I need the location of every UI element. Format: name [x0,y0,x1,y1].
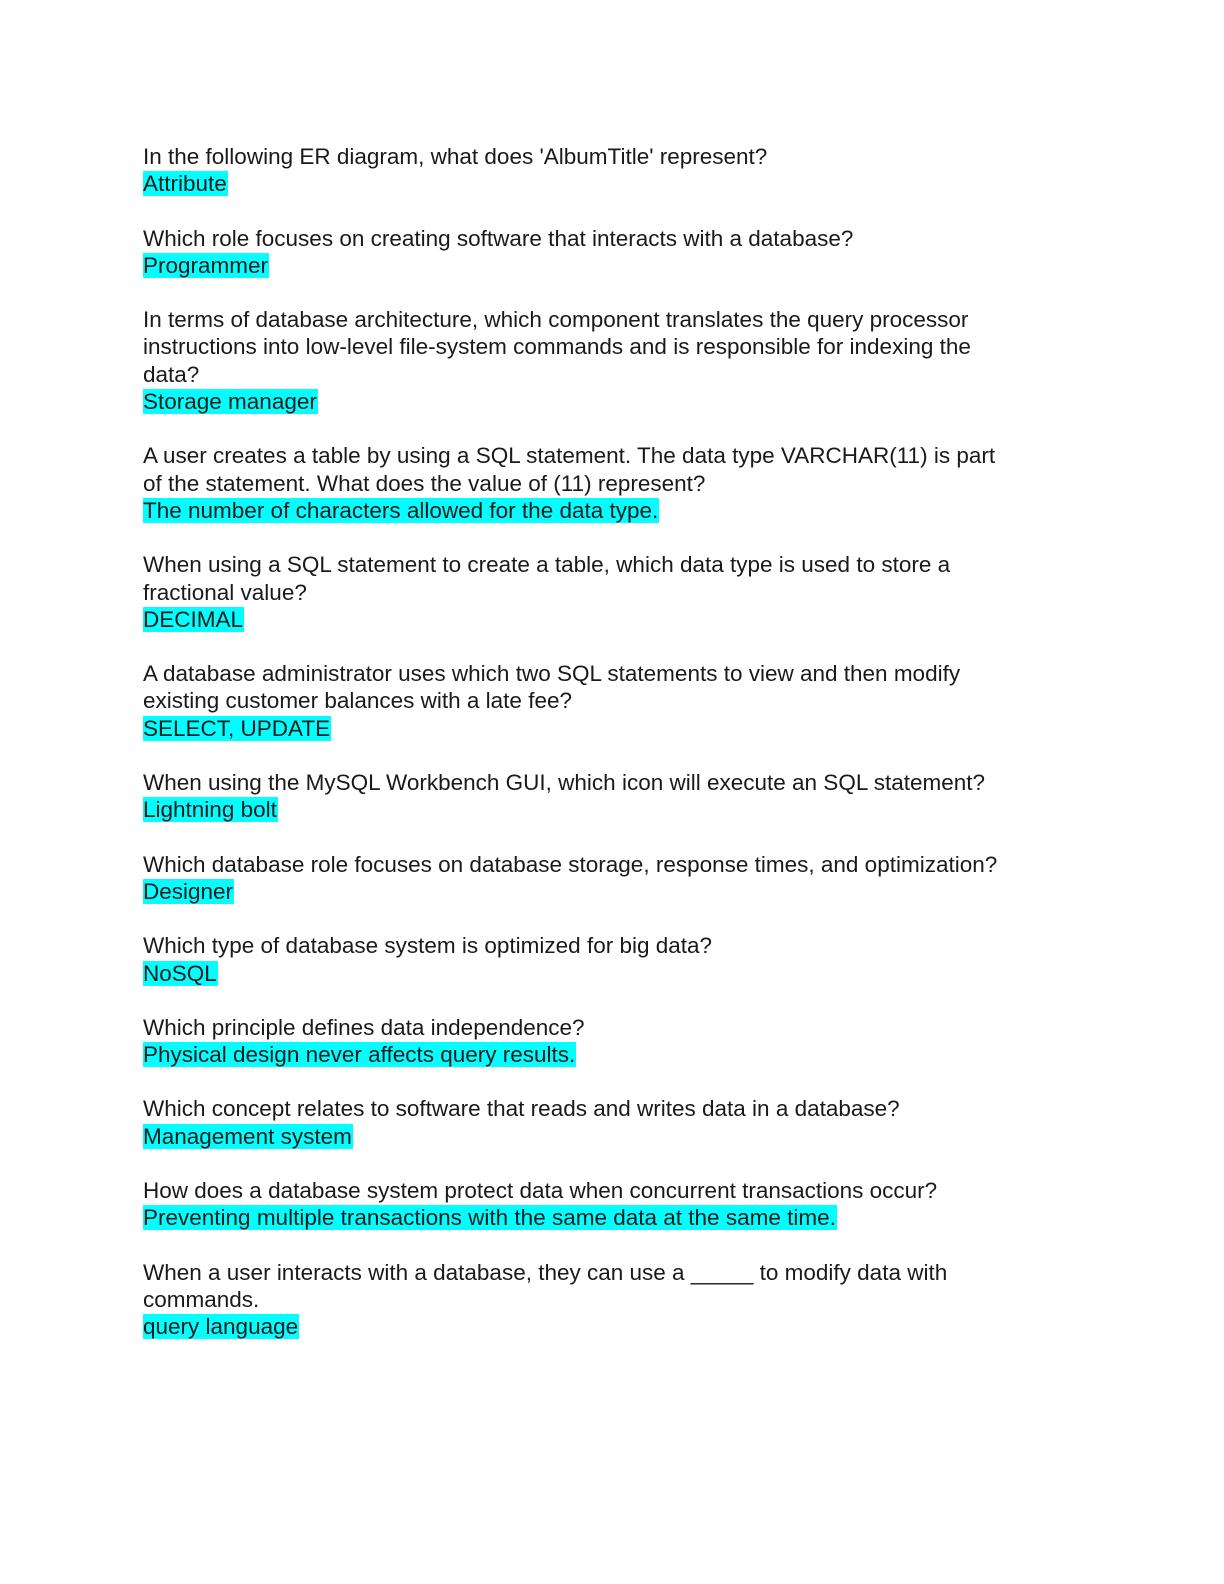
qa-item [143,551,1063,633]
question-text: In terms of database architecture, which component translates the query processor instructions into low-level file-system commands and is responsible for indexing the data? [143,307,971,387]
qa-item [143,1014,1063,1069]
question-text: Which concept relates to software that reads and writes data in a database? [143,1096,900,1122]
highlighted-answer: Preventing multiple transactions with the same data at the same time. [143,1205,836,1231]
highlighted-answer: The number of characters allowed for the data type. [143,497,659,523]
highlighted-answer: Lightning bolt [143,797,277,823]
qa-item [143,769,1063,824]
question-text: Which database role focuses on database storage, response times, and optimization? [143,851,998,877]
qa-item [143,1095,1063,1150]
highlighted-answer: DECIMAL [143,606,244,632]
qa-item [143,306,1063,415]
answer-line [143,606,1063,633]
highlighted-answer: query language [143,1314,299,1340]
answer-line [143,1123,1063,1150]
answer-line [143,960,1063,987]
highlighted-answer: Storage manager [143,389,317,415]
qa-item [143,1177,1063,1232]
qa-item [143,1259,1063,1341]
answer-line [143,252,1063,279]
answer-line [143,1041,1063,1068]
question-text: When a user interacts with a database, they can use a _____ to modify data with commands. [143,1259,948,1312]
answer-line [143,497,1063,524]
qa-item [143,442,1063,524]
question-text: In the following ER diagram, what does 'AlbumTitle' represent? [143,144,768,169]
answer-line [143,170,1063,197]
question-text: Which role focuses on creating software that interacts with a database? [143,225,854,251]
question-text: Which type of database system is optimized for big data? [143,933,713,959]
highlighted-answer: Physical design never affects query results. [143,1042,576,1068]
answer-line [143,878,1063,905]
question-text: A database administrator uses which two SQL statements to view and then modify existing customer balances with a late fee? [143,661,961,714]
qa-item [143,851,1063,906]
highlighted-answer: NoSQL [143,960,217,986]
qa-item [143,143,1063,198]
question-text: Which principle defines data independence? [143,1014,585,1040]
highlighted-answer: SELECT, UPDATE [143,715,331,741]
highlighted-answer: Programmer [143,252,269,278]
question-text: A user creates a table by using a SQL statement. The data type VARCHAR(11) is part of the statement. What does the value of (11) represent? [143,443,996,496]
qa-item [143,932,1063,987]
highlighted-answer: Attribute [143,171,227,197]
answer-line [143,388,1063,415]
question-text: When using a SQL statement to create a table, which data type is used to store a fractional value? [143,552,951,605]
document-page [143,143,1063,1368]
highlighted-answer: Designer [143,878,234,904]
question-text: How does a database system protect data when concurrent transactions occur? [143,1178,938,1204]
answer-line [143,715,1063,742]
qa-item [143,225,1063,280]
answer-line [143,796,1063,823]
answer-line [143,1204,1063,1231]
highlighted-answer: Management system [143,1123,352,1149]
answer-line [143,1313,1063,1340]
qa-item [143,660,1063,742]
question-text: When using the MySQL Workbench GUI, which icon will execute an SQL statement? [143,770,986,796]
